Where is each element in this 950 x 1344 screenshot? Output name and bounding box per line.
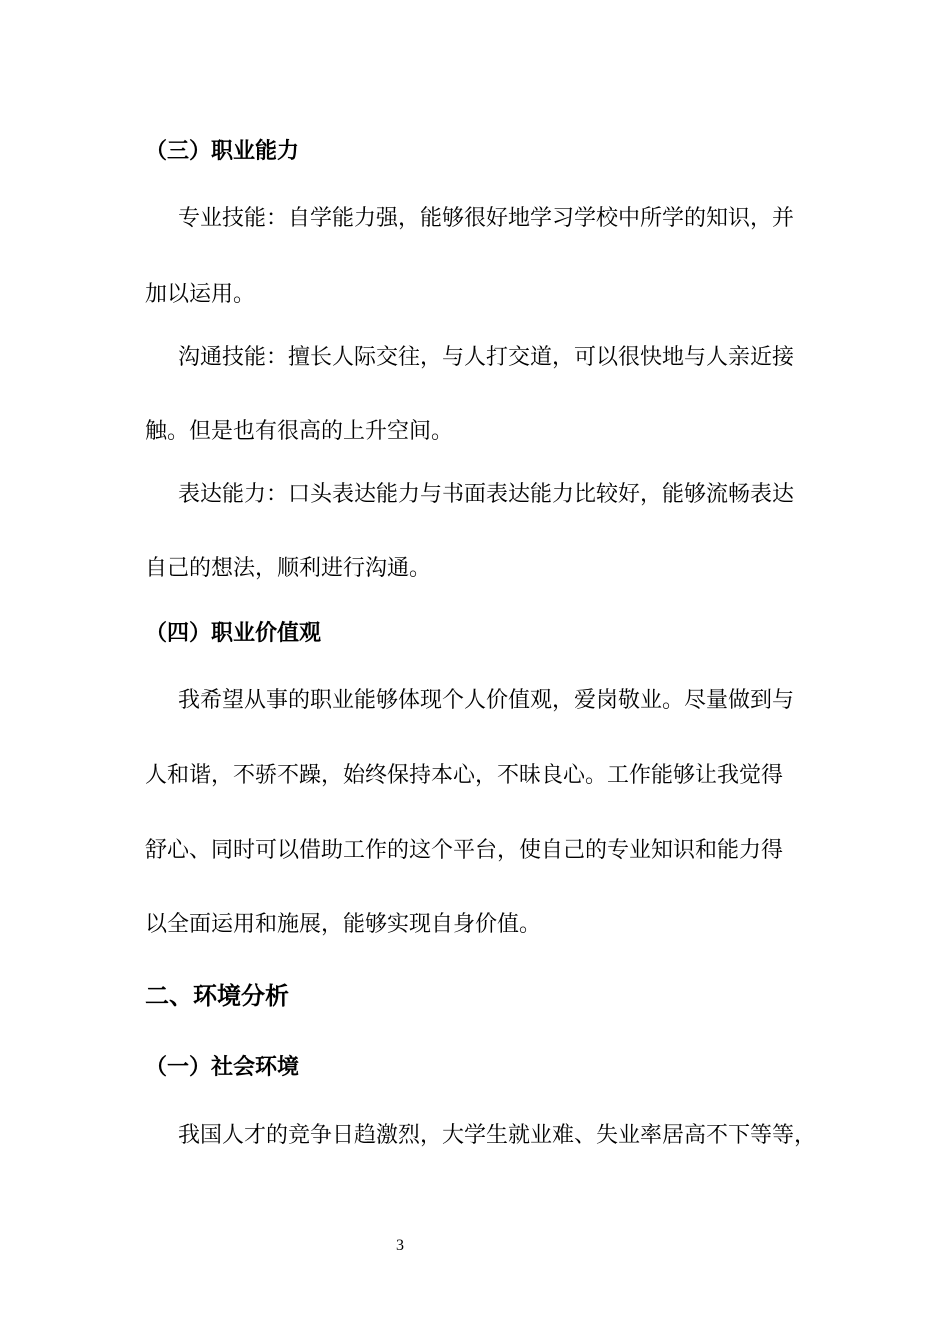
page-number: 3 xyxy=(396,1237,404,1254)
chapter-heading-environment-analysis: 二、环境分析 xyxy=(145,982,289,1010)
paragraph-line: 我国人才的竞争日趋激烈，大学生就业难、失业率居高不下等等， xyxy=(178,1123,817,1148)
section-heading-career-values: （四）职业价值观 xyxy=(145,621,322,646)
paragraph-line: 表达能力：口头表达能力与书面表达能力比较好，能够流畅表达 xyxy=(178,482,795,507)
paragraph-line: 舒心、同时可以借助工作的这个平台，使自己的专业知识和能力得 xyxy=(145,838,784,863)
paragraph-line: 专业技能：自学能力强，能够很好地学习学校中所学的知识，并 xyxy=(178,206,795,231)
paragraph-line: 触。但是也有很高的上升空间。 xyxy=(145,419,454,444)
paragraph-line: 加以运用。 xyxy=(145,282,256,307)
subsection-heading-social-environment: （一）社会环境 xyxy=(145,1055,300,1080)
paragraph-line: 我希望从事的职业能够体现个人价值观，爱岗敬业。尽量做到与 xyxy=(178,688,795,713)
section-heading-career-ability: （三）职业能力 xyxy=(145,139,300,164)
paragraph-line: 沟通技能：擅长人际交往，与人打交道，可以很快地与人亲近接 xyxy=(178,345,795,370)
paragraph-line: 人和谐，不骄不躁，始终保持本心，不昧良心。工作能够让我觉得 xyxy=(145,763,784,788)
paragraph-line: 以全面运用和施展，能够实现自身价值。 xyxy=(145,912,542,937)
paragraph-line: 自己的想法，顺利进行沟通。 xyxy=(145,556,432,581)
